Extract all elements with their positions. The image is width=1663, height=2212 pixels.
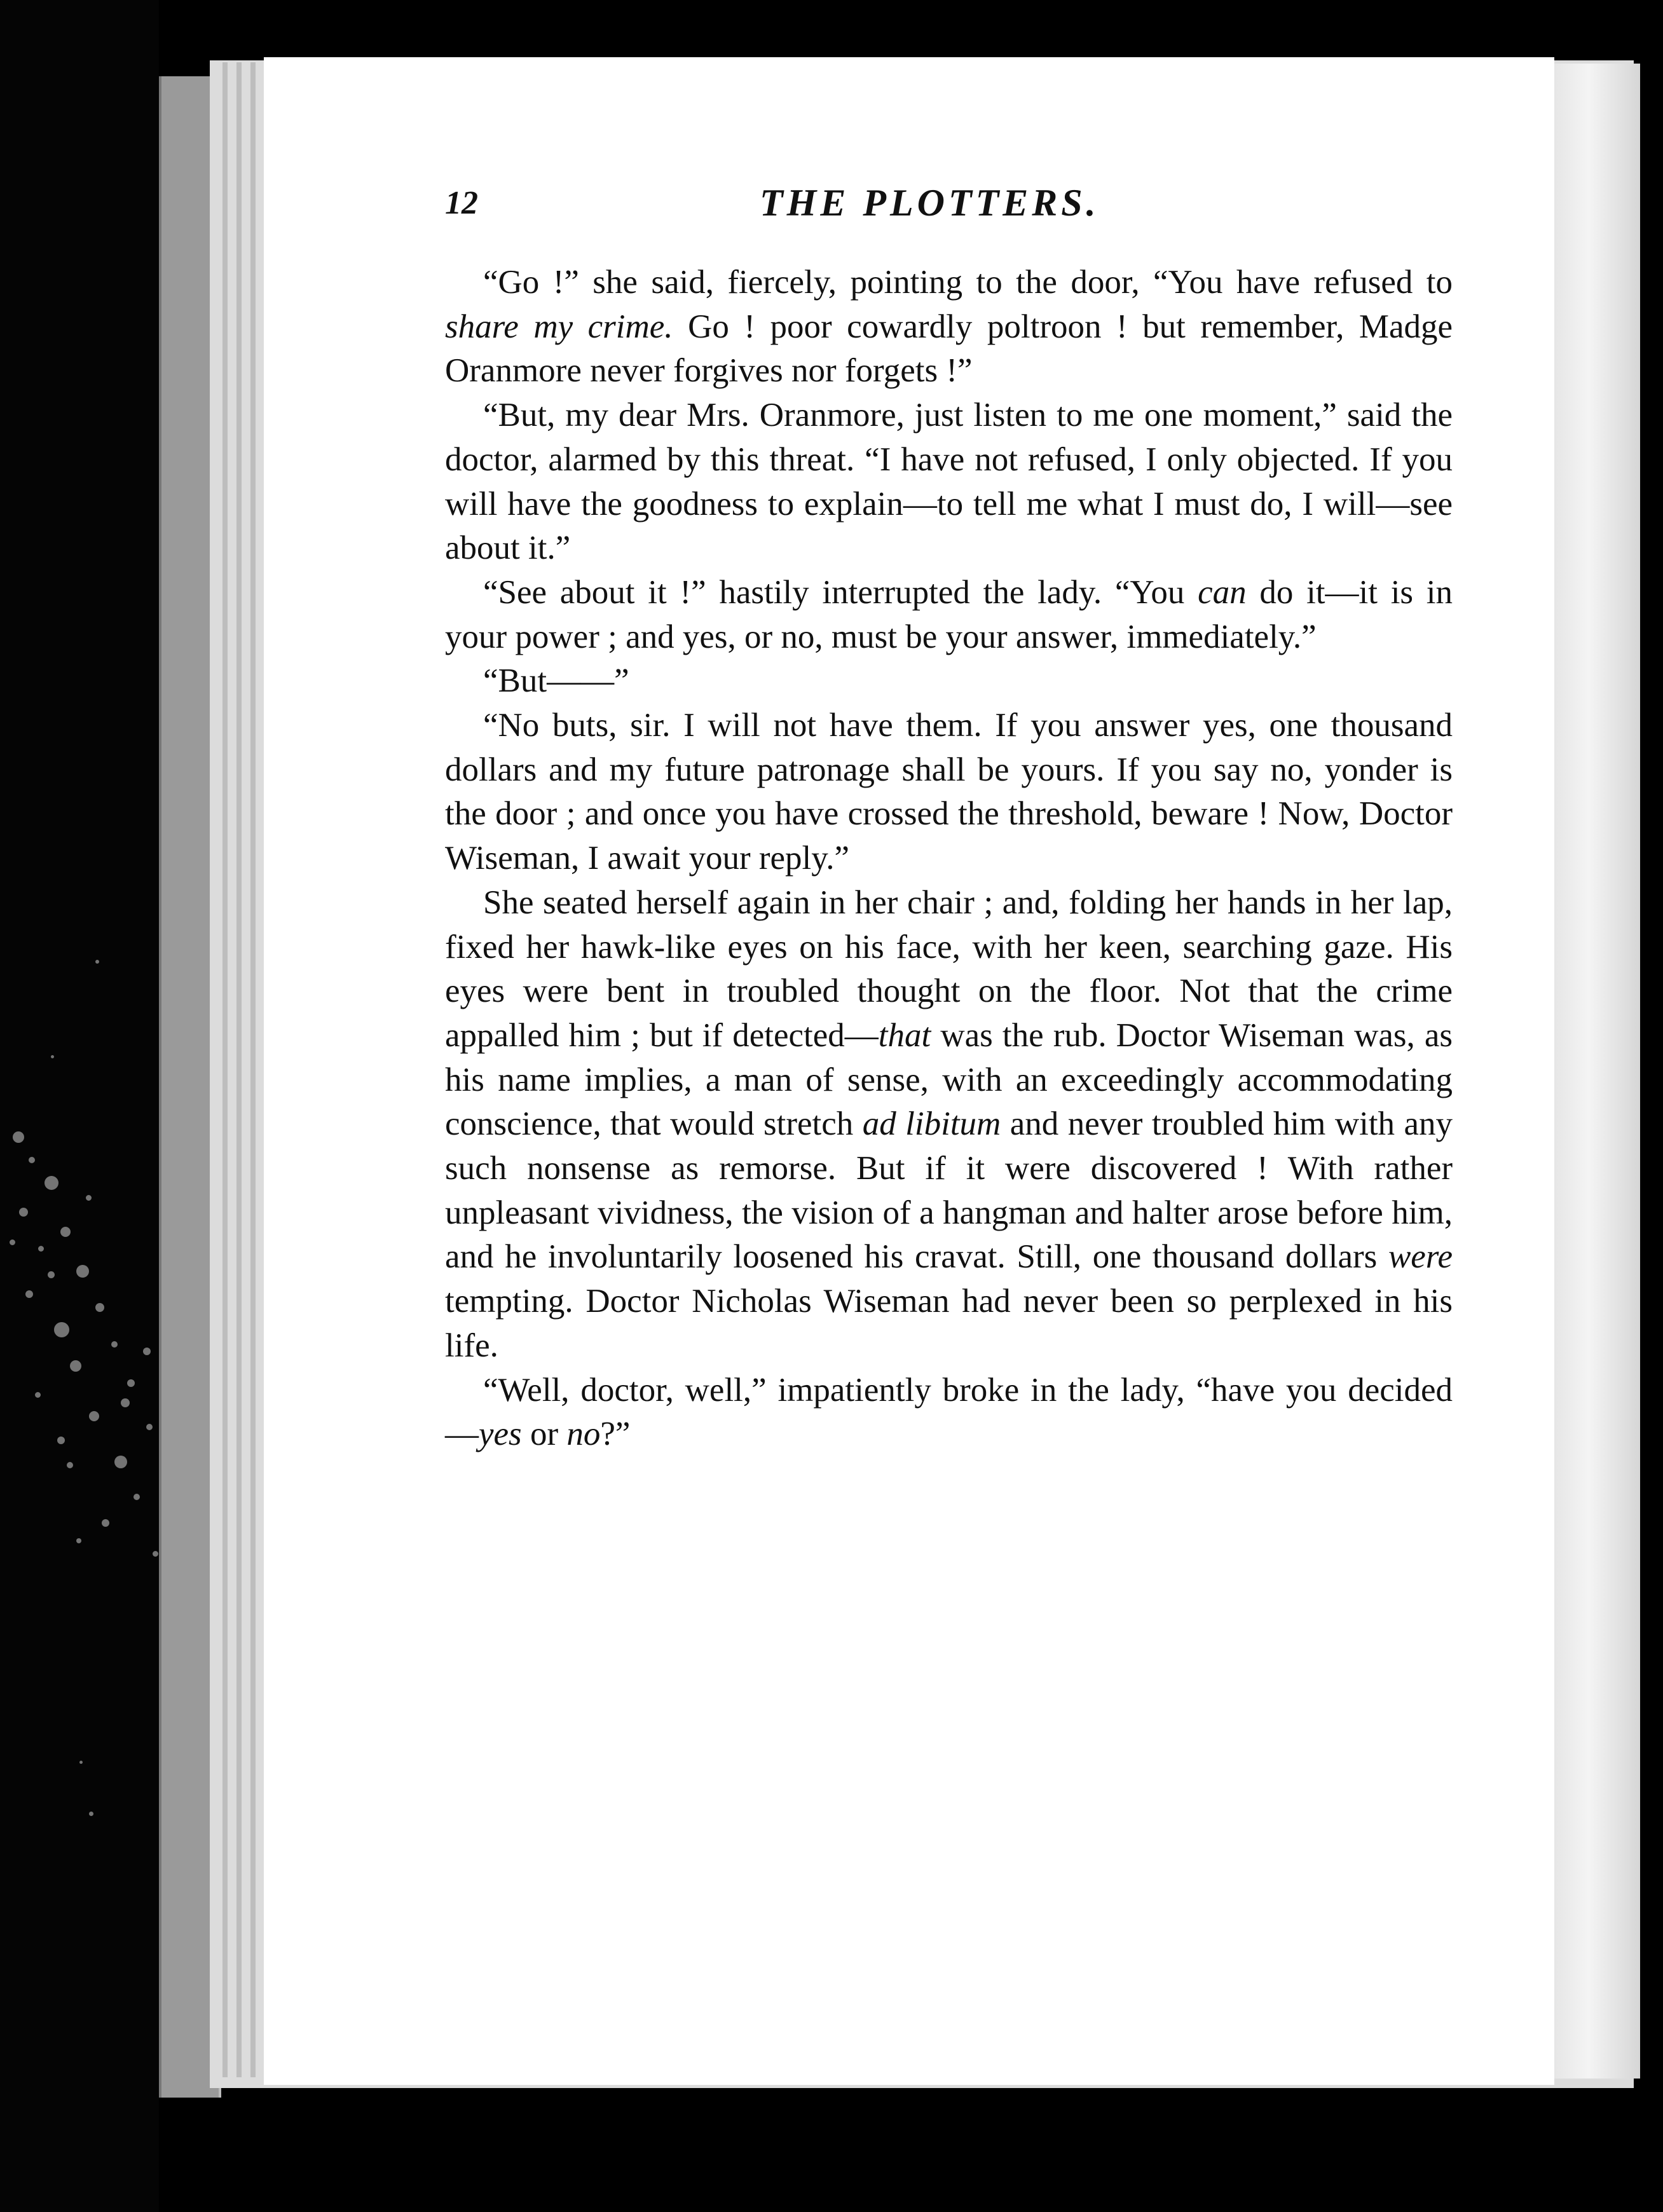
scan-speckle [10, 1239, 15, 1245]
text-run: She seated herself again in her chair ; and, folding her hands in her lap, fixed her hawk-like eyes on his face, with her keen, searching gaze. His eyes were bent in troubled thought on the floor. Not that the crime appalled him ; but if detected— [445, 884, 1453, 1054]
scan-speckle [111, 1341, 118, 1348]
italic-run: share my crime. [445, 308, 673, 345]
text-run: do it—it is in your power ; and yes, or no, must be your answer, immediately.” [445, 573, 1453, 655]
scan-speckle [153, 1551, 158, 1557]
italic-run: yes [479, 1416, 522, 1453]
scan-speckle [143, 1348, 151, 1355]
text-run: tempting. Doctor Nicholas Wiseman had never been so perplexed in his life. [445, 1283, 1453, 1364]
scan-speckle [67, 1462, 73, 1468]
text-run: “No buts, sir. I will not have them. If you answer yes, one thousand dollars and my future patronage shall be yours. If you say no, yonder is the door ; and once you have crossed the threshold, beware ! Now, Doctor Wiseman, I await your reply.” [445, 707, 1453, 877]
scan-speckle [76, 1265, 89, 1278]
scan-speckle [44, 1176, 58, 1190]
paragraph [445, 659, 1453, 704]
paragraph [445, 881, 1453, 1369]
scan-background-left [0, 0, 159, 2212]
scan-speckle [133, 1494, 140, 1500]
paragraph [445, 571, 1453, 659]
text-run: was the rub. Doctor Wiseman was, as his name implies, a man of sense, with an exceedingly accommodating conscience, that would stretch [445, 1016, 1453, 1143]
scan-speckle [146, 1424, 153, 1430]
paragraph [445, 261, 1453, 393]
scan-speckle [54, 1322, 69, 1337]
scan-speckle [25, 1290, 33, 1298]
text-run: or [521, 1416, 567, 1453]
scan-speckle [114, 1456, 127, 1468]
scan-speckle [89, 1411, 99, 1421]
scan-speckle [29, 1157, 35, 1163]
italic-run: can [1198, 573, 1247, 611]
text-run: “Well, doctor, well,” impatiently broke in the lady, “have you decided— [445, 1371, 1453, 1453]
scan-speckle [95, 960, 99, 964]
scan-speckle [121, 1398, 130, 1407]
scan-speckle [48, 1271, 55, 1278]
scan-speckle [51, 1055, 54, 1058]
scan-speckle [19, 1208, 28, 1217]
text-run: “See about it !” hastily interrupted the lady. “You [483, 573, 1198, 611]
scan-speckle [95, 1303, 104, 1312]
text-run: Go ! poor cowardly poltroon ! but remember, Madge Oranmore never forgives nor forgets !” [445, 308, 1453, 390]
running-title: THE PLOTTERS. [760, 182, 1100, 224]
scan-speckle [13, 1131, 24, 1143]
paragraph [445, 393, 1453, 571]
page-edge-line [236, 62, 242, 2077]
scan-speckle [70, 1360, 81, 1372]
scan-speckle [76, 1538, 81, 1543]
scan-speckle [57, 1437, 65, 1444]
text-run: “But——” [483, 662, 629, 700]
scan-speckle [102, 1519, 109, 1527]
scan-speckle [35, 1392, 41, 1398]
text-run: “But, my dear Mrs. Oranmore, just listen to me one moment,” said the doctor, alarmed by this threat. “I have not refused, I only objected. If you will have the goodness to explain—to tell me what I must do, I will—see about it.” [445, 397, 1453, 567]
text-run: ?” [600, 1416, 631, 1453]
body-text [445, 261, 1453, 1457]
page-right-curl [1554, 64, 1640, 2079]
scan-speckle [86, 1195, 92, 1201]
italic-run: ad libitum [862, 1105, 1001, 1143]
italic-run: that [878, 1016, 931, 1054]
text-run: “Go !” she said, fiercely, pointing to the door, “You have refused to [483, 264, 1453, 301]
page-header [445, 178, 1462, 235]
scan-speckle [127, 1379, 135, 1387]
scan-speckle [89, 1812, 93, 1816]
paragraph [445, 1369, 1453, 1457]
paragraph [445, 704, 1453, 881]
scan-speckle [79, 1761, 83, 1764]
text-run: and never troubled him with any such nonsense as remorse. But if it were discovered ! With rather unpleasant vividness, the vision of a hangman and halter arose before him, and he involuntarily loosened his cravat. Still, one thousand dollars [445, 1105, 1453, 1276]
italic-run: no [566, 1416, 601, 1453]
page-number: 12 [445, 185, 478, 221]
scan-speckle [60, 1227, 71, 1237]
italic-run: were [1388, 1238, 1453, 1276]
page-edge-line [250, 62, 256, 2077]
scan-speckle [38, 1246, 44, 1252]
page-edge-line [222, 62, 228, 2077]
